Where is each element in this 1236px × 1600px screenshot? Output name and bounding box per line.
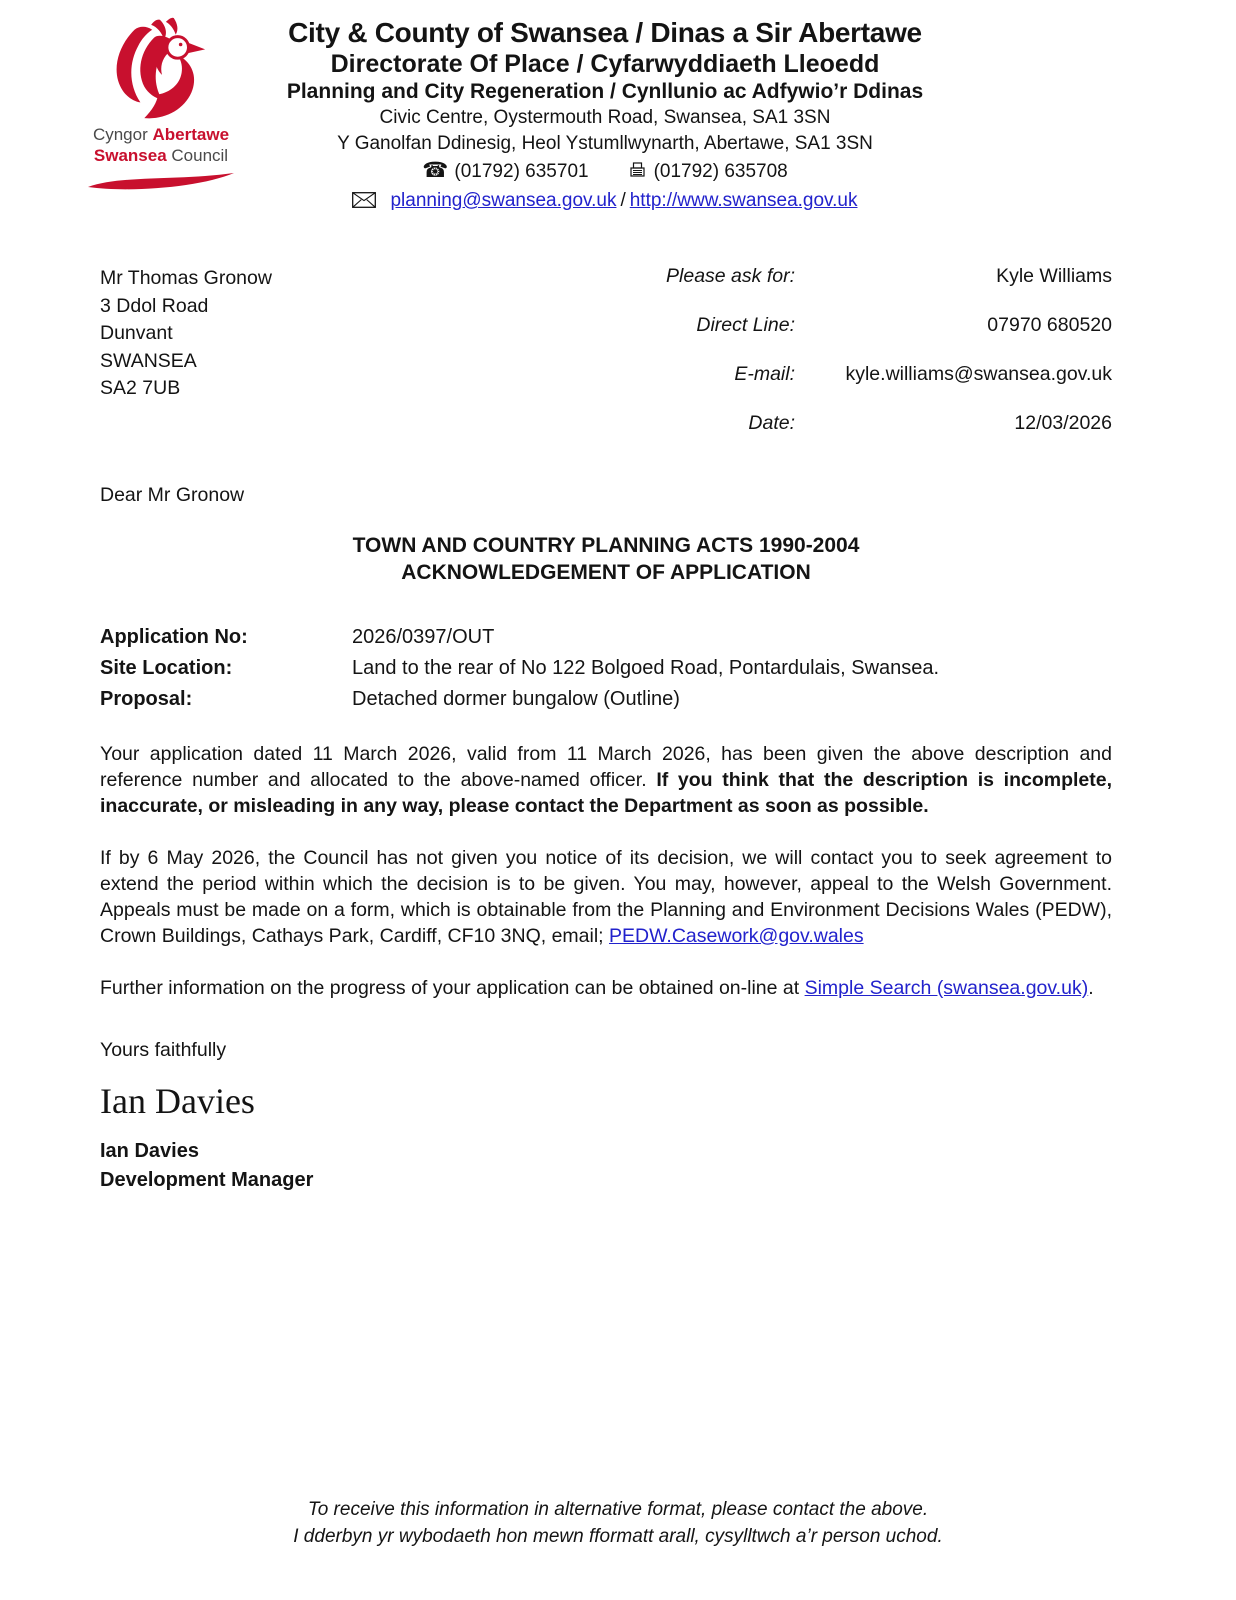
appeal-text: If by 6 May 2026, the Council has not given you notice of its decision, we will contact you to seek agreement to extend the period within which the decision is to be given. You may, however, appeal to the Welsh Government. Appeals must be made on a form, which is obtainable from the Planning and Environment Decisions Wales (PEDW), Crown Buildings, Cathays Park, Cardiff, CF10 3NQ, email; (100, 847, 1112, 947)
proposal-label: Proposal: (100, 688, 193, 710)
recipient-line: 3 Ddol Road (100, 294, 209, 317)
salutation: Dear Mr Gronow (100, 484, 245, 506)
recipient-line: Dunvant (100, 322, 173, 344)
paragraph-further-info (100, 975, 1112, 1001)
date-label: Date: (748, 412, 795, 434)
logo-word-swansea: Swansea (93, 146, 167, 165)
fax-number: (01792) 635708 (653, 161, 788, 182)
website-link[interactable]: http://www.swansea.gov.uk (629, 190, 858, 211)
logo-wordmark (76, 124, 246, 166)
subject-heading (100, 532, 1112, 586)
further-info-text: Further information on the progress of your application can be obtained on-line at (100, 977, 805, 999)
signer-name: Ian Davies (100, 1140, 199, 1162)
pedw-email-link[interactable]: PEDW.Casework@gov.wales (609, 925, 864, 947)
subject-line-acts: TOWN AND COUNTRY PLANNING ACTS 1990-2004 (352, 534, 860, 557)
email-web-line (246, 187, 964, 215)
further-info-period: . (1088, 977, 1094, 999)
valediction: Yours faithfully (100, 1039, 227, 1061)
letter-date: 12/03/2026 (1014, 412, 1112, 434)
footer-line-welsh: I dderbyn yr wybodaeth hon mewn fformatt arall, cysylltwch a’r person uchod. (293, 1526, 943, 1547)
email-label: E-mail: (734, 363, 795, 385)
phone-icon: ☎ (422, 159, 449, 182)
description-warning-text: If you think that the description is incomplete, inaccurate, or misleading in any way, please contact the Department as soon as possible. (100, 769, 1112, 817)
direct-line-label: Direct Line: (696, 314, 795, 336)
direct-line-number: 07970 680520 (987, 314, 1112, 336)
site-location-label: Site Location: (100, 657, 233, 679)
footer-line-english: To receive this information in alternative format, please contact the above. (307, 1499, 929, 1520)
simple-search-link[interactable]: Simple Search (swansea.gov.uk) (804, 977, 1089, 999)
paragraph-decision-appeal (100, 845, 1112, 949)
link-separator: / (620, 190, 626, 211)
address-welsh: Y Ganolfan Ddinesig, Heol Ystumllwynarth, Abertawe, SA1 3SN (337, 133, 873, 154)
letterhead (76, 16, 1112, 215)
validity-text: Your application dated 11 March 2026, valid from 11 March 2026, has been given the above description and reference number and allocated to the above-named officer. (100, 743, 1112, 791)
logo-word-council: Council (171, 146, 229, 165)
footer-note (0, 1496, 1236, 1550)
recipient-line: SA2 7UB (100, 377, 181, 399)
letterhead-text (246, 16, 1112, 215)
department-title: Planning and City Regeneration / Cynllunio ac Adfywio’r Ddinas (286, 80, 924, 103)
signer-block (100, 1137, 1112, 1195)
site-location-value: Land to the rear of No 122 Bolgoed Road, Pontardulais, Swansea. (352, 657, 940, 679)
directorate-title: Directorate Of Place / Cyfarwyddiaeth Lleoedd (330, 50, 880, 78)
application-no-value: 2026/0397/OUT (352, 626, 495, 648)
recipient-line: Mr Thomas Gronow (100, 267, 272, 289)
phone-number: (01792) 635701 (454, 161, 589, 182)
signature: Ian Davies (100, 1081, 255, 1121)
logo-word-abertawe: Abertawe (152, 125, 230, 144)
phone-fax-line (246, 157, 964, 185)
case-officer-name: Kyle Williams (996, 265, 1112, 287)
email-link[interactable]: planning@swansea.gov.uk (390, 190, 617, 211)
officer-email: kyle.williams@swansea.gov.uk (845, 363, 1112, 385)
recipient-address (100, 265, 272, 438)
phoenix-logo-icon (97, 16, 225, 122)
application-details (100, 622, 1112, 715)
envelope-icon (352, 192, 376, 208)
council-logo (76, 16, 246, 215)
address-english: Civic Centre, Oystermouth Road, Swansea, SA1 3SN (379, 107, 831, 128)
please-ask-for-label: Please ask for: (666, 265, 795, 287)
signer-role: Development Manager (100, 1169, 314, 1191)
subject-line-acknowledgement: ACKNOWLEDGEMENT OF APPLICATION (401, 561, 811, 584)
paragraph-validity (100, 741, 1112, 819)
org-title: City & County of Swansea / Dinas a Sir Abertawe (288, 17, 922, 48)
application-no-label: Application No: (100, 626, 248, 648)
logo-word-cyngor: Cyngor (92, 125, 148, 144)
proposal-value: Detached dormer bungalow (Outline) (352, 688, 680, 710)
fax-icon (629, 163, 646, 184)
recipient-line: SWANSEA (100, 349, 197, 372)
meta-row (100, 265, 1112, 438)
logo-swoosh (86, 172, 236, 192)
contact-details (600, 265, 1112, 438)
